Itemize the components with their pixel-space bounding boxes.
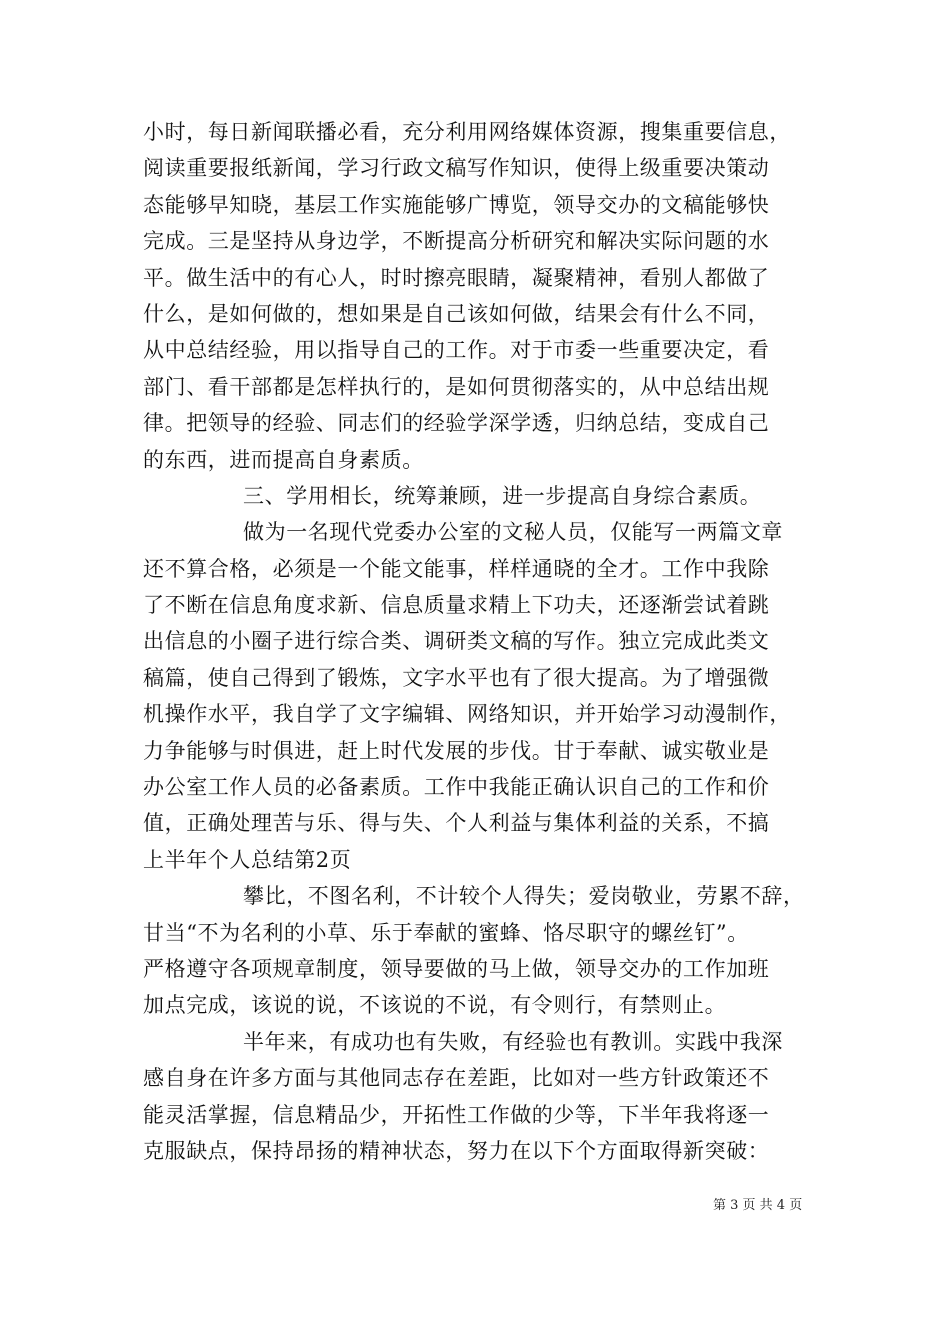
text-line: 还不算合格，必须是一个能文能事，样样通晓的全才。工作中我除: [143, 556, 770, 581]
text-line: 阅读重要报纸新闻，学习行政文稿写作知识，使得上级重要决策动: [143, 156, 770, 181]
page-number: 第 3 页 共 4 页: [713, 1198, 803, 1213]
paragraph-start: 攀比，不图名利，不计较个人得失；爱岗敬业，劳累不辞，: [243, 884, 805, 909]
page-marker-line: 上半年个人总结第2页: [143, 847, 352, 872]
text-line: 感自身在许多方面与其他同志存在差距，比如对一些方针政策还不: [143, 1066, 770, 1091]
paragraph-start: 半年来，有成功也有失败，有经验也有教训。实践中我深: [243, 1029, 783, 1054]
body-text: [143, 114, 833, 1169]
text-line: 严格遵守各项规章制度，领导要做的马上做，领导交办的工作加班: [143, 956, 770, 981]
text-line: 能灵活掌握，信息精品少，开拓性工作做的少等，下半年我将逐一: [143, 1102, 770, 1127]
text-line: 完成。三是坚持从身边学，不断提高分析研究和解决实际问题的水: [143, 229, 770, 254]
text-line: 的东西，进而提高自身素质。: [143, 447, 424, 472]
text-line: 小时，每日新闻联播必看，充分利用网络媒体资源，搜集重要信息，: [143, 120, 791, 144]
section-heading: 三、学用相长，统筹兼顾，进一步提高自身综合素质。: [243, 483, 762, 508]
text-line: 律。把领导的经验、同志们的经验学深学透，归纳总结，变成自己: [143, 411, 770, 436]
text-line: 克服缺点，保持昂扬的精神状态，努力在以下个方面取得新突破：: [143, 1138, 770, 1163]
paragraph-start: 做为一名现代党委办公室的文秘人员，仅能写一两篇文章: [243, 520, 783, 545]
text-line: 出信息的小圈子进行综合类、调研类文稿的写作。独立完成此类文: [143, 629, 770, 654]
text-line: 机操作水平，我自学了文字编辑、网络知识，并开始学习动漫制作，: [143, 702, 791, 727]
text-line: 了不断在信息角度求新、信息质量求精上下功夫，还逐渐尝试着跳: [143, 593, 770, 618]
text-line: 什么，是如何做的，想如果是自己该如何做，结果会有什么不同，: [143, 301, 770, 326]
text-line: 加点完成，该说的说，不该说的不说，有令则行，有禁则止。: [143, 993, 727, 1018]
text-line: 甘当“不为名利的小草、乐于奉献的蜜蜂、恪尽职守的螺丝钉”。: [143, 920, 749, 945]
text-line: 办公室工作人员的必备素质。工作中我能正确认识自己的工作和价: [143, 775, 770, 800]
text-line: 力争能够与时俱进，赶上时代发展的步伐。甘于奉献、诚实敬业是: [143, 738, 770, 763]
text-line: 值，正确处理苦与乐、得与失、个人利益与集体利益的关系，不搞: [143, 811, 770, 836]
text-line: 平。做生活中的有心人，时时擦亮眼睛，凝聚精神，看别人都做了: [143, 265, 770, 290]
text-line: 从中总结经验，用以指导自己的工作。对于市委一些重要决定，看: [143, 338, 770, 363]
text-line: 态能够早知晓，基层工作实施能够广博览，领导交办的文稿能够快: [143, 192, 770, 217]
text-line: 稿篇，使自己得到了锻炼，文字水平也有了很大提高。为了增强微: [143, 665, 770, 690]
text-line: 部门、看干部都是怎样执行的，是如何贯彻落实的，从中总结出规: [143, 374, 770, 399]
